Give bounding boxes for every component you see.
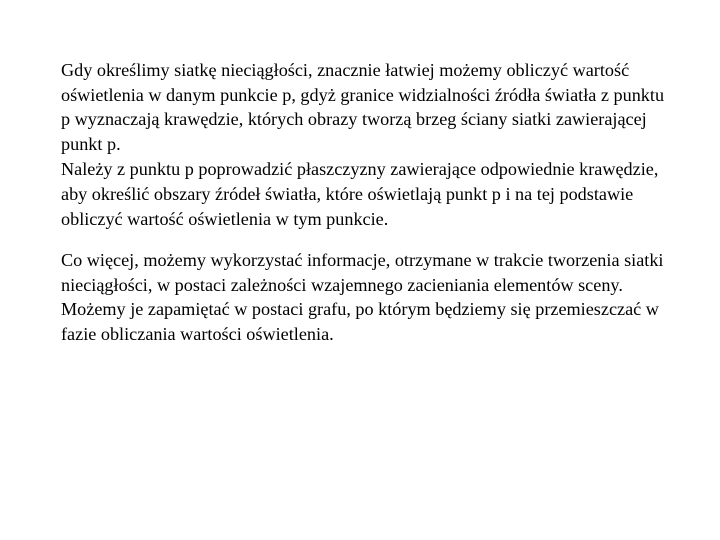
- paragraph-1: Gdy określimy siatkę nieciągłości, znacznie łatwiej możemy obliczyć wartość oświetlenia w danym punkcie p, gdyż granice widzialności źródła światła z punktu p wyznaczają krawędzie, których obrazy tworzą brzeg ściany siatki zawierającej punkt p.: [61, 60, 665, 154]
- paragraph-3: Co więcej, możemy wykorzystać informacje, otrzymane w trakcie tworzenia siatki nieciągłości, w postaci zależności wzajemnego zacieniania elementów sceny. Możemy je zapamiętać w postaci grafu, po którym będziemy się przemieszczać w fazie obliczania wartości oświetlenia.: [61, 250, 664, 344]
- paragraph-2: Należy z punktu p poprowadzić płaszczyzny zawierające odpowiednie krawędzie, aby określić obszary źródeł światła, które oświetlają punkt p i na tej podstawie obliczyć wartość oświetlenia w tym punkcie.: [61, 159, 659, 229]
- slide-text-block: [61, 58, 671, 347]
